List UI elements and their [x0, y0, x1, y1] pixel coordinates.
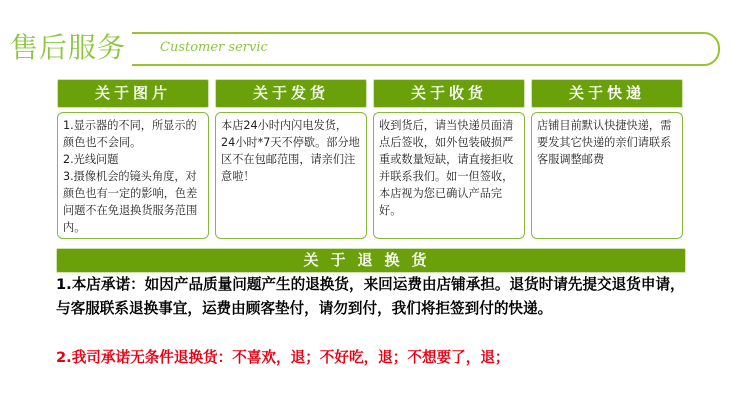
column-body-images: 1.显示器的不同，所显示的颜色也不会同。 2.光线问题 3.摄像机会的镜头角度，对颜色也有一定的影响，色差问题不在免退换货服务范围内。 [57, 112, 209, 239]
column-header-images: 关于图片 [57, 79, 209, 108]
column-body-courier: 店铺目前默认快捷快递，需要发其它快递的亲们请联系客服调整邮费 [531, 112, 683, 239]
column-header-receiving: 关于收货 [373, 79, 525, 108]
info-column-receiving [373, 79, 525, 239]
column-body-receiving: 收到货后，请当快递员面清点后签收，如外包装破损严重或数量短缺，请直接拒收并联系我们。如一但签收，本店视为您已确认产品完好。 [373, 112, 525, 239]
unconditional-return-promise: 2.我司承诺无条件退换货：不喜欢，退；不好吃，退；不想要了，退； [56, 349, 510, 366]
info-column-shipping [215, 79, 367, 239]
info-column-courier [531, 79, 683, 239]
returns-policy-text: 1.本店承诺：如因产品质量问题产生的退换货，来回运费由店铺承担。退货时请先提交退货申请，与客服联系退换事宜，运费由顾客垫付，请勿到付，我们将拒签到付的快递。 [56, 276, 685, 317]
column-header-shipping: 关于发货 [215, 79, 367, 108]
column-header-courier: 关于快递 [531, 79, 683, 108]
column-body-shipping: 本店24小时内闪电发货，24小时*7天不停歇。部分地区不在包邮范围，请亲们注意啦！ [215, 112, 367, 239]
returns-section-header: 关于退换货 [56, 248, 686, 273]
banner-subtitle: Customer servic [156, 39, 272, 57]
banner-frame [48, 32, 720, 66]
info-column-images [57, 79, 209, 239]
banner-title: 售后服务 [10, 29, 132, 67]
after-sales-banner [8, 28, 718, 68]
